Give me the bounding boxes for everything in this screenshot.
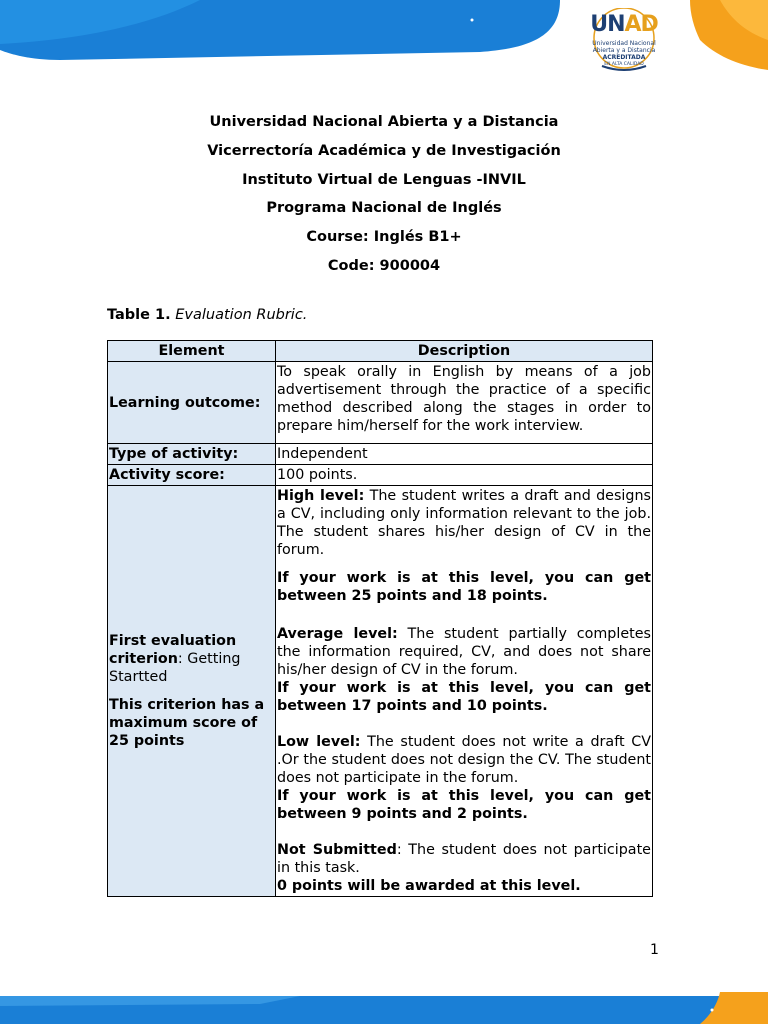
heading-vicerrectoria: Vicerrectoría Académica y de Investigación <box>207 142 561 159</box>
level-low: Low level: The student does not write a draft CV .Or the student does not design the CV. The student does not participate in the forum. <box>277 734 651 786</box>
criterion-levels-cell <box>276 486 653 897</box>
criterion-name: : Getting Startted <box>109 651 241 685</box>
caption-label: Table 1. <box>107 307 171 323</box>
row-description-type: Independent <box>276 444 653 465</box>
table-row-criterion <box>108 486 653 897</box>
row-element-learning-outcome: Learning outcome: <box>108 362 276 444</box>
footer-banner <box>0 992 768 1024</box>
criterion-title: First evaluation criterion <box>109 633 237 667</box>
heading-code: Code: 900004 <box>327 257 441 274</box>
document-headings <box>0 108 768 281</box>
level-average: Average level: The student partially completes the information required, CV, and does not share his/her design of CV in the forum. <box>277 626 651 678</box>
unad-logo <box>584 8 664 74</box>
level-low-award: If your work is at this level, you can get between 9 points and 2 points. <box>277 788 651 822</box>
level-average-award: If your work is at this level, you can get between 17 points and 10 points. <box>277 680 651 714</box>
table-caption <box>107 307 307 323</box>
table-row <box>108 444 653 465</box>
criterion-max-score: This criterion has a maximum score of 25 points <box>109 697 265 749</box>
table-row <box>108 465 653 486</box>
level-high-award: If your work is at this level, you can get between 25 points and 18 points. <box>277 570 651 604</box>
header-description: Description <box>276 341 653 362</box>
row-element-score: Activity score: <box>108 465 276 486</box>
table-header-row <box>108 341 653 362</box>
row-element-type: Type of activity: <box>108 444 276 465</box>
heading-institute: Instituto Virtual de Lenguas -INVIL <box>242 171 526 188</box>
caption-title: Evaluation Rubric. <box>175 307 308 323</box>
header-element: Element <box>108 341 276 362</box>
level-high: High level: The student writes a draft and designs a CV, including only information relevant to the job. The student shares his/her design of CV in the forum. <box>277 488 651 558</box>
level-not-submitted: Not Submitted: The student does not participate in this task. <box>277 842 651 876</box>
logo-university-name: Universidad Nacional Abierta y a Distancia <box>592 40 656 54</box>
logo-accreditation: ACREDITADA <box>602 54 646 61</box>
criterion-element-cell <box>108 486 276 897</box>
evaluation-rubric-table <box>107 340 653 897</box>
logo-mark: UNAD <box>590 12 658 37</box>
heading-course: Course: Inglés B1+ <box>306 229 462 246</box>
heading-university: Universidad Nacional Abierta y a Distancia <box>209 114 559 130</box>
row-description-learning-outcome: To speak orally in English by means of a job advertisement through the practice of a specific method described along the stages in order to prepare him/herself for the work interview. <box>276 362 653 444</box>
heading-program: Programa Nacional de Inglés <box>266 200 502 217</box>
page-number: 1 <box>650 942 659 958</box>
logo-accreditation-sub: EN ALTA CALIDAD <box>604 62 644 67</box>
row-description-score: 100 points. <box>276 465 653 486</box>
table-row <box>108 362 653 444</box>
level-not-submitted-award: 0 points will be awarded at this level. <box>277 878 581 894</box>
